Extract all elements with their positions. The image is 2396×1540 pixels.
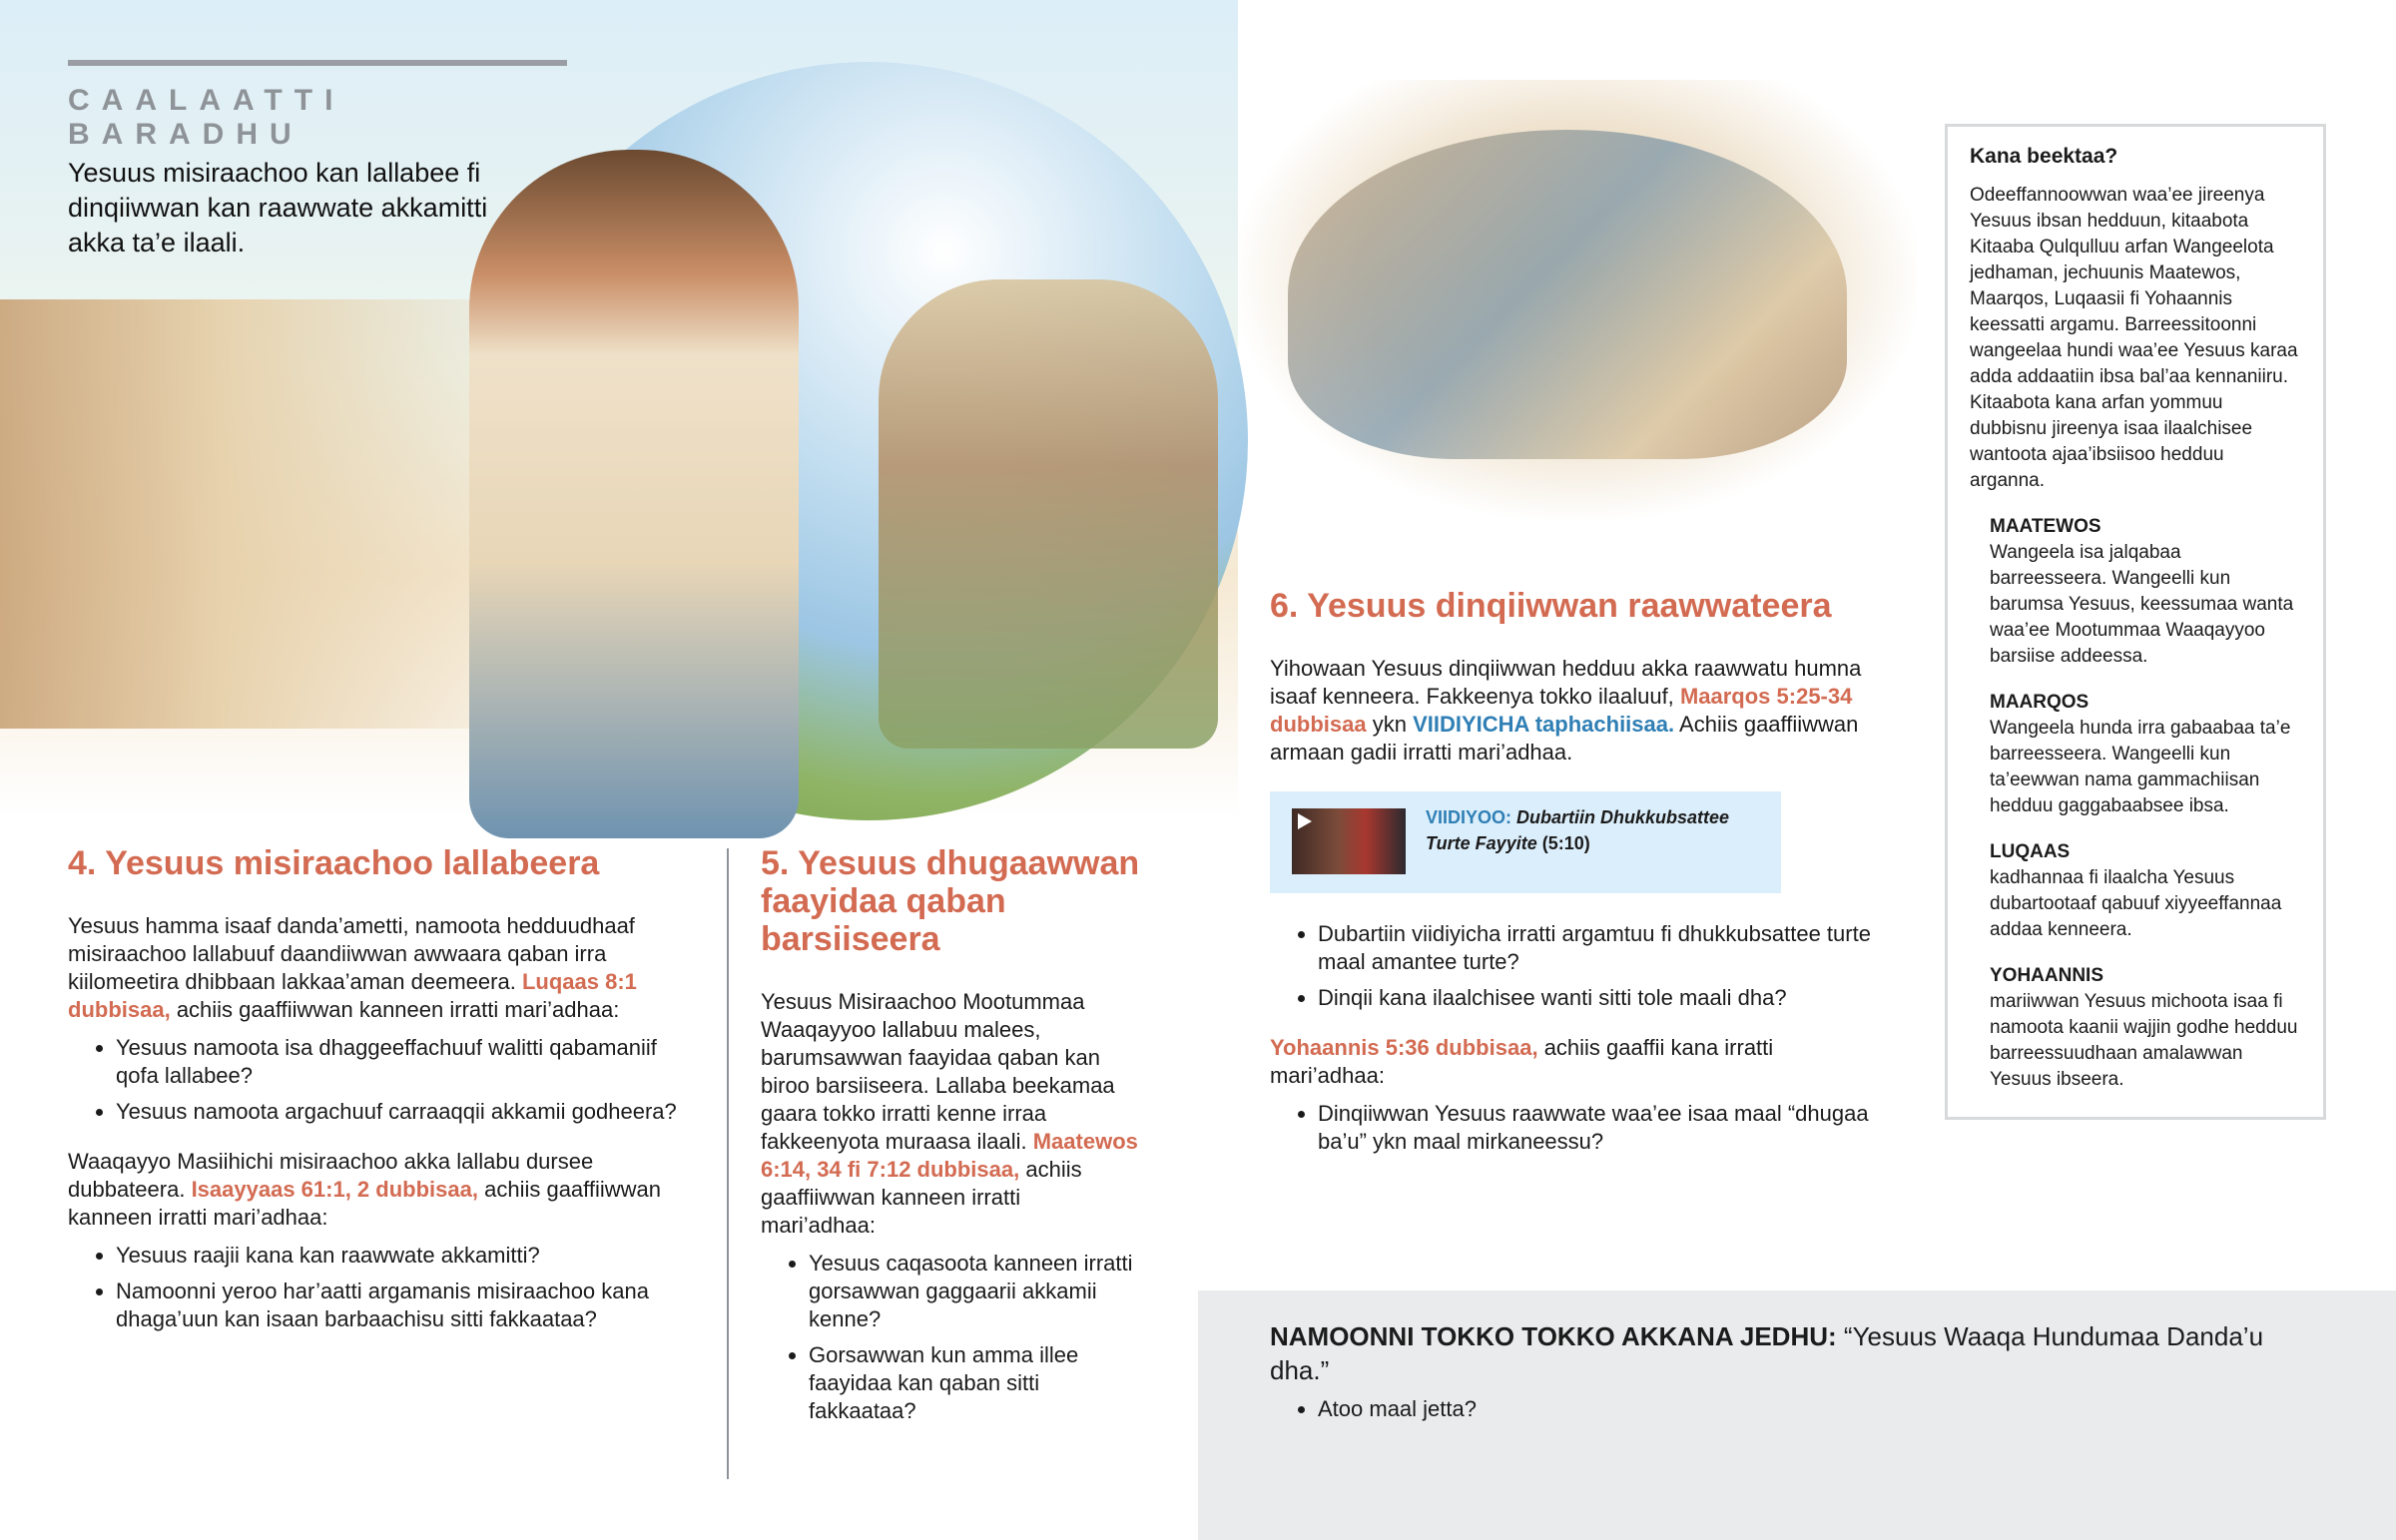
lesson-6-questions-1: [1270, 920, 1889, 1012]
lesson-6-paragraph-2-tail: achiis gaaffii kana irratti mari’adhaa:: [1270, 1035, 1774, 1088]
lesson-5-paragraph-tail: achiis gaaffiiwwan kanneen irratti mari’adhaa:: [761, 1157, 1082, 1238]
lesson-4-paragraph-1-tail: achiis gaaffiiwwan kanneen irratti mari’adhaa:: [176, 997, 620, 1022]
lesson-6-paragraph-1-text: Yihowaan Yesuus dinqiiwwan hedduu akka raawwatu humna isaaf kenneera. Fakkeenya tokko ilaaluuf,: [1270, 656, 1862, 709]
lesson-6-continued: [1270, 920, 1889, 1164]
lesson-4-questions-1: [68, 1034, 697, 1126]
lesson-6-title: 6. Yesuus dinqiiwwan raawwateera: [1270, 587, 1832, 625]
sidebar-heading: Kana beektaa?: [1970, 145, 2118, 168]
list-item: • Gorsawwan kun amma illee faayidaa kan qaban sitti fakkaataa?: [809, 1341, 1140, 1425]
lesson-5: [761, 844, 1140, 1433]
list-item: • Dinqii kana ilaalchisee wanti sitti tole maali dha?: [1318, 984, 1889, 1012]
video-duration: (5:10): [1541, 833, 1590, 853]
gospel-text: Wangeela isa jalqabaa barreesseera. Wangeelli kun barumsa Yesuus, keessumaa wanta waa’ee Mootummaa Waaqayyoo barsiise addeessa.: [1990, 542, 2294, 667]
lesson-4-paragraph-2: [68, 1148, 697, 1232]
column-divider: [727, 848, 729, 1479]
some-people-say-line: [1270, 1319, 2328, 1387]
list-item: • Namoonni yeroo har’aatti argamanis misiraachoo kana dhaga’uun kan isaan barbaachisu sitti fakkaataa?: [116, 1278, 697, 1333]
lesson-4-questions-2: [68, 1242, 697, 1333]
video-label: VIIDIYOO:: [1426, 807, 1512, 827]
gospel-matthew: [1990, 514, 2301, 670]
sidebar-intro: Odeeffannoowwan waa’ee jireenya Yesuus ibsan hedduun, kitaabota Kitaaba Qulqulluu arfan Wangeelota jedhaman, jechuunis Maatewos, Maarqos, Luqaasii fi Yohaannis keessatti argamu. Barreessitoonni wangeelaa hundi waa’ee Yesuus karaa adda addaatiin ibsa bal’aa kennaniiru. Kitaabota kana arfan yommuu dubbisnu jireenya isaa ilaalchisee wantoota ajaa’ibsiisoo hedduu arganna.: [1970, 185, 2298, 491]
lesson-6-paragraph-1-or: ykn: [1372, 712, 1407, 737]
gospel-name: MAATEWOS: [1990, 516, 2101, 537]
gospel-name: MAARQOS: [1990, 692, 2090, 713]
intro-text: Yesuus misiraachoo kan lallabee fi dinqiiwwan kan raawwate akkamitti akka ta’e ilaali.: [68, 158, 488, 257]
scripture-link-luke[interactable]: Luqaas 8:1 dubbisaa,: [68, 969, 637, 1022]
some-people-say-questions: [1270, 1395, 2328, 1423]
list-item: • Yesuus raajii kana kan raawwate akkamitti?: [116, 1242, 697, 1270]
play-video-link[interactable]: VIIDIYICHA taphachiisaa.: [1413, 712, 1675, 737]
lesson-6-paragraph-1-tail: Achiis gaaffiiwwan armaan gadii irratti mari’adhaa.: [1270, 712, 1859, 765]
lesson-4-title: 4. Yesuus misiraachoo lallabeera: [68, 844, 600, 882]
gospel-luke: [1990, 839, 2301, 943]
lesson-5-title: 5. Yesuus dhugaawwan faayidaa qaban barsiiseera: [761, 844, 1140, 958]
some-people-say-quote: “Yesuus Waaqa Hundumaa Danda’u dha.”: [1270, 1321, 2264, 1385]
play-icon[interactable]: [1298, 813, 1312, 829]
gospel-text: kadhannaa fi ilaalcha Yesuus dubartootaaf qabuuf xiyyeeffannaa addaa kenneera.: [1990, 867, 2282, 940]
scripture-link-mark[interactable]: Maarqos 5:25-34 dubbisaa: [1270, 684, 1853, 737]
lesson-4-paragraph-1: [68, 912, 697, 1024]
gospel-john: [1990, 963, 2301, 1093]
gospel-text: Wangeela hunda irra gabaabaa ta’e barreesseera. Wangeelli kun ta’eewwan nama gammachiisan hedduu gaggabaabsee ibsa.: [1990, 718, 2291, 816]
scripture-link-isaiah[interactable]: Isaayyaas 61:1, 2 dubbisaa,: [191, 1177, 478, 1202]
lesson-6: [1270, 587, 1889, 767]
lesson-4-paragraph-2-tail: achiis gaaffiiwwan kanneen irratti mari’adhaa:: [68, 1177, 662, 1230]
crowd-illustration: [879, 279, 1218, 749]
gospel-name: YOHAANNIS: [1990, 965, 2104, 986]
gospel-name: LUQAAS: [1990, 841, 2071, 862]
list-item: • Yesuus namoota isa dhaggeeffachuuf walitti qabamaniif qofa lallabee?: [116, 1034, 697, 1090]
lesson-4-paragraph-2-text: Waaqayyo Masiihichi misiraachoo akka lallabu dursee dubbateera.: [68, 1149, 594, 1202]
lesson-6-paragraph-2: [1270, 1034, 1889, 1090]
list-item: • Dubartiin viidiyicha irratti argamtuu fi dhukkubsattee turte maal amantee turte?: [1318, 920, 1889, 976]
healing-scene-illustration: [1288, 130, 1847, 459]
some-people-say-content: [1270, 1319, 2328, 1431]
scripture-link-matthew[interactable]: Maatewos 6:14, 34 fi 7:12 dubbisaa,: [761, 1129, 1138, 1182]
lesson-5-paragraph: [761, 988, 1140, 1240]
lesson-5-paragraph-text: Yesuus Misiraachoo Mootummaa Waaqayyoo lallabuu malees, barumsawwan faayidaa qaban kan biroo barsiiseera. Lallaba beekamaa gaara tokko irratti kenne irraa fakkeenyota muraasa ilaali.: [761, 989, 1115, 1154]
lesson-6-paragraph-1: [1270, 655, 1889, 767]
list-item: • Yesuus caqasoota kanneen irratti gorsawwan gaggaarii akkamii kenne?: [809, 1250, 1140, 1333]
did-you-know-sidebar: [1945, 124, 2326, 1120]
list-item: • Atoo maal jetta?: [1318, 1395, 2328, 1423]
gospel-mark: [1990, 690, 2301, 819]
gospel-text: mariiwwan Yesuus michoota isaa fi namoota kaanii wajjin godhe hedduu barreessuudhaan amalawwan Yesuus ibseera.: [1990, 991, 2298, 1090]
lesson-5-questions: [761, 1250, 1140, 1425]
lesson-4-paragraph-1-text: Yesuus hamma isaaf danda’ametti, namoota hedduudhaaf misiraachoo lallabuuf daandiiwwan awwaara qaban irra kiilomeetira dhibbaan lakkaa’aman deemeera.: [68, 913, 635, 994]
lesson-4: [68, 844, 697, 1341]
scripture-link-john[interactable]: Yohaannis 5:36 dubbisaa,: [1270, 1035, 1538, 1060]
video-caption[interactable]: [1426, 804, 1765, 856]
list-item: • Yesuus namoota argachuuf carraaqqii akkamii godheera?: [116, 1098, 697, 1126]
some-people-say-label: NAMOONNI TOKKO TOKKO AKKANA JEDHU:: [1270, 1321, 1837, 1351]
lesson-6-questions-2: [1270, 1100, 1889, 1156]
list-item: • Dinqiiwwan Yesuus raawwate waa’ee isaa maal “dhugaa ba’u” ykn maal mirkaneessu?: [1318, 1100, 1889, 1156]
video-title: Dubartiin Dhukkubsattee Turte Fayyite: [1426, 807, 1730, 853]
section-label: CAALAATTI BARADHU: [68, 60, 567, 152]
